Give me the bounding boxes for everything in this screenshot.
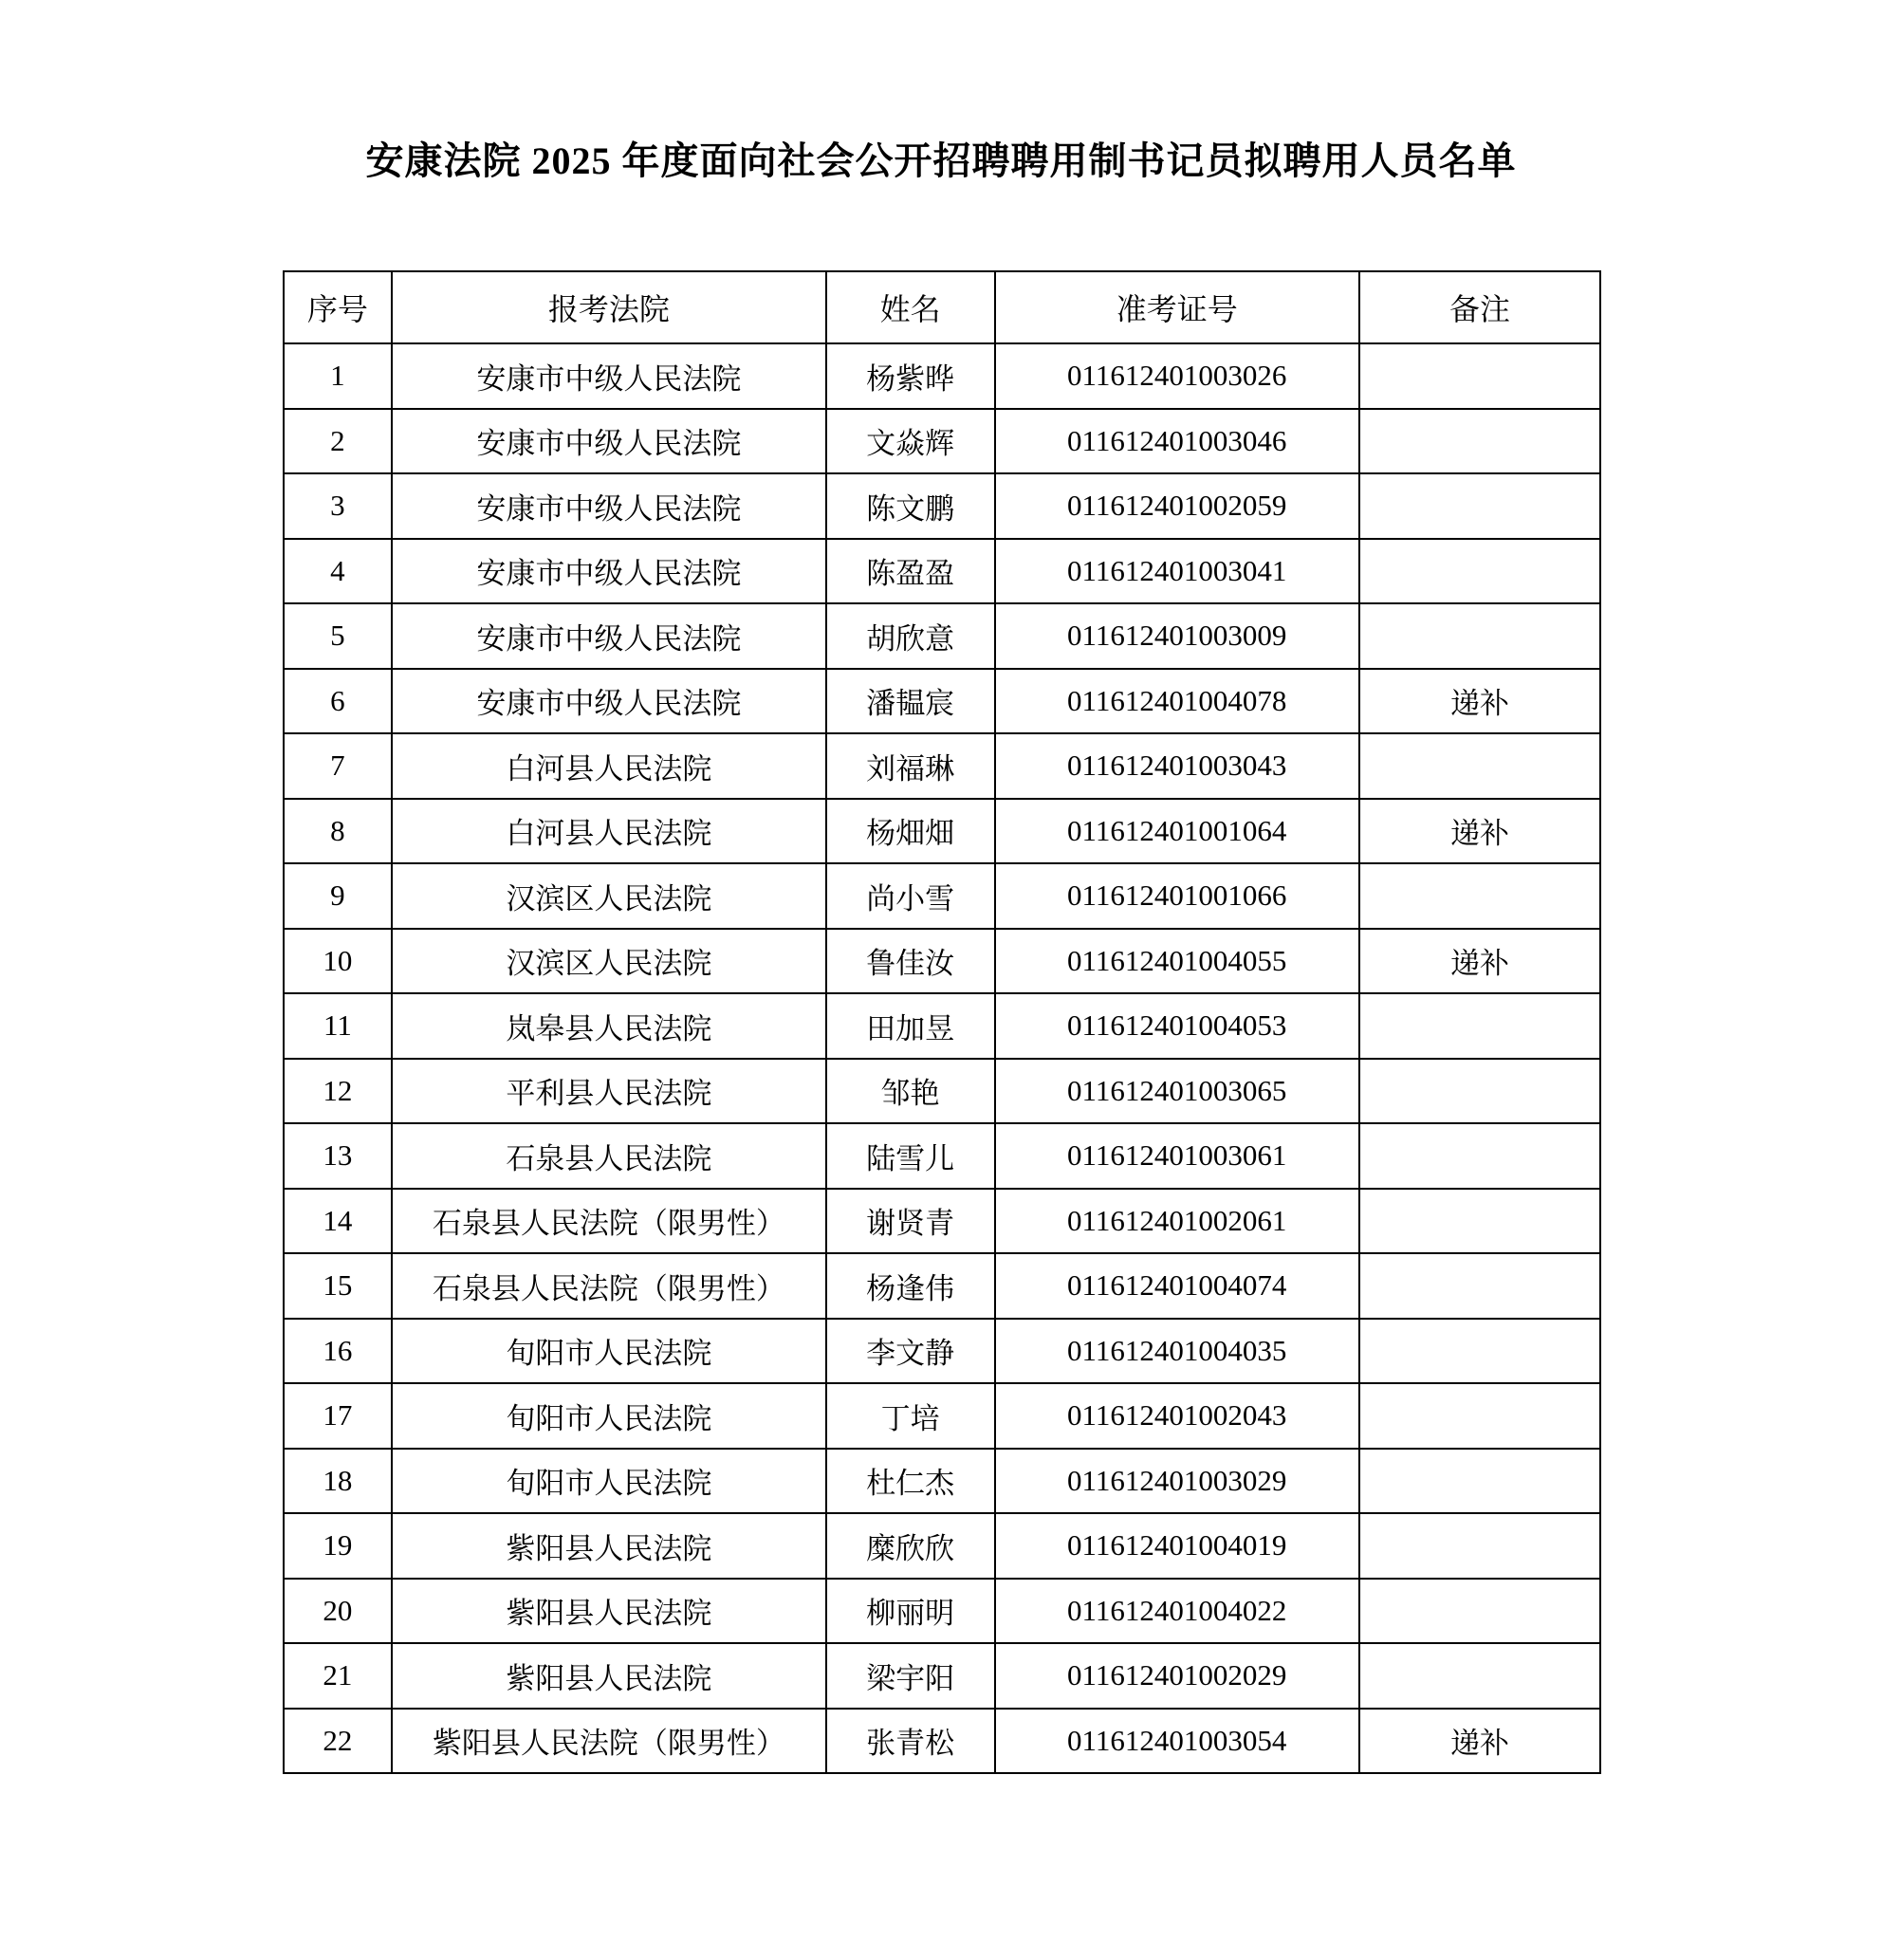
- cell-remark: [1359, 539, 1600, 604]
- cell-court: 石泉县人民法院（限男性）: [392, 1253, 826, 1319]
- cell-remark: [1359, 1579, 1600, 1644]
- table-row: [284, 1319, 1600, 1384]
- cell-remark: 递补: [1359, 1709, 1600, 1774]
- table-row: [284, 799, 1600, 864]
- table-row: [284, 1513, 1600, 1579]
- cell-court: 石泉县人民法院（限男性）: [392, 1189, 826, 1254]
- col-header-no: 序号: [284, 271, 392, 343]
- cell-court: 旬阳市人民法院: [392, 1383, 826, 1449]
- cell-no: 14: [284, 1189, 392, 1254]
- col-header-name: 姓名: [826, 271, 995, 343]
- cell-ticket: 011612401003046: [995, 409, 1359, 474]
- cell-ticket: 011612401003009: [995, 603, 1359, 669]
- cell-remark: [1359, 993, 1600, 1059]
- cell-name: 胡欣意: [826, 603, 995, 669]
- cell-name: 杨畑畑: [826, 799, 995, 864]
- cell-ticket: 011612401001064: [995, 799, 1359, 864]
- cell-no: 21: [284, 1643, 392, 1709]
- cell-no: 5: [284, 603, 392, 669]
- cell-no: 4: [284, 539, 392, 604]
- table-row: [284, 1253, 1600, 1319]
- table-row: [284, 1579, 1600, 1644]
- page-title: 安康法院 2025 年度面向社会公开招聘聘用制书记员拟聘用人员名单: [365, 139, 1517, 182]
- cell-name: 杨紫晔: [826, 343, 995, 409]
- cell-name: 陆雪儿: [826, 1123, 995, 1189]
- cell-name: 陈盈盈: [826, 539, 995, 604]
- cell-ticket: 011612401003054: [995, 1709, 1359, 1774]
- cell-ticket: 011612401004074: [995, 1253, 1359, 1319]
- cell-name: 柳丽明: [826, 1579, 995, 1644]
- cell-court: 旬阳市人民法院: [392, 1449, 826, 1514]
- table-row: [284, 539, 1600, 604]
- cell-no: 12: [284, 1059, 392, 1124]
- header-row: [284, 271, 1600, 343]
- cell-ticket: 011612401004022: [995, 1579, 1359, 1644]
- cell-no: 18: [284, 1449, 392, 1514]
- cell-ticket: 011612401003029: [995, 1449, 1359, 1514]
- cell-remark: [1359, 409, 1600, 474]
- cell-remark: [1359, 863, 1600, 929]
- cell-no: 13: [284, 1123, 392, 1189]
- cell-court: 安康市中级人民法院: [392, 539, 826, 604]
- table-row: [284, 1383, 1600, 1449]
- cell-ticket: 011612401003061: [995, 1123, 1359, 1189]
- cell-name: 鲁佳汝: [826, 929, 995, 994]
- cell-court: 汉滨区人民法院: [392, 863, 826, 929]
- cell-court: 安康市中级人民法院: [392, 669, 826, 734]
- cell-ticket: 011612401004035: [995, 1319, 1359, 1384]
- cell-ticket: 011612401002059: [995, 473, 1359, 539]
- cell-no: 6: [284, 669, 392, 734]
- table-row: [284, 409, 1600, 474]
- cell-court: 紫阳县人民法院（限男性）: [392, 1709, 826, 1774]
- cell-no: 20: [284, 1579, 392, 1644]
- roster-table: [283, 270, 1601, 1774]
- table-row: [284, 1449, 1600, 1514]
- table-row: [284, 863, 1600, 929]
- cell-name: 陈文鹏: [826, 473, 995, 539]
- cell-ticket: 011612401002029: [995, 1643, 1359, 1709]
- cell-remark: [1359, 603, 1600, 669]
- cell-remark: [1359, 1643, 1600, 1709]
- cell-court: 白河县人民法院: [392, 733, 826, 799]
- cell-no: 17: [284, 1383, 392, 1449]
- cell-name: 潘韫宸: [826, 669, 995, 734]
- cell-no: 9: [284, 863, 392, 929]
- table-row: [284, 1709, 1600, 1774]
- cell-name: 杨逢伟: [826, 1253, 995, 1319]
- cell-no: 19: [284, 1513, 392, 1579]
- table-row: [284, 343, 1600, 409]
- cell-name: 邹艳: [826, 1059, 995, 1124]
- cell-name: 糜欣欣: [826, 1513, 995, 1579]
- col-header-court: 报考法院: [392, 271, 826, 343]
- cell-name: 尚小雪: [826, 863, 995, 929]
- cell-remark: [1359, 1513, 1600, 1579]
- table-row: [284, 603, 1600, 669]
- cell-no: 7: [284, 733, 392, 799]
- cell-no: 1: [284, 343, 392, 409]
- cell-remark: [1359, 1059, 1600, 1124]
- table-row: [284, 1123, 1600, 1189]
- table-header: [284, 271, 1600, 343]
- cell-name: 李文静: [826, 1319, 995, 1384]
- table-row: [284, 993, 1600, 1059]
- cell-ticket: 011612401003065: [995, 1059, 1359, 1124]
- cell-court: 石泉县人民法院: [392, 1123, 826, 1189]
- cell-remark: [1359, 1123, 1600, 1189]
- cell-remark: [1359, 1449, 1600, 1514]
- cell-ticket: 011612401004055: [995, 929, 1359, 994]
- table-row: [284, 669, 1600, 734]
- table-row: [284, 929, 1600, 994]
- cell-name: 谢贤青: [826, 1189, 995, 1254]
- cell-name: 田加昱: [826, 993, 995, 1059]
- col-header-remark: 备注: [1359, 271, 1600, 343]
- cell-no: 3: [284, 473, 392, 539]
- cell-name: 张青松: [826, 1709, 995, 1774]
- table-body: [284, 343, 1600, 1773]
- cell-ticket: 011612401004019: [995, 1513, 1359, 1579]
- cell-remark: 递补: [1359, 929, 1600, 994]
- cell-no: 22: [284, 1709, 392, 1774]
- cell-name: 刘福琳: [826, 733, 995, 799]
- table-row: [284, 473, 1600, 539]
- cell-ticket: 011612401003026: [995, 343, 1359, 409]
- cell-court: 汉滨区人民法院: [392, 929, 826, 994]
- cell-court: 平利县人民法院: [392, 1059, 826, 1124]
- cell-ticket: 011612401003043: [995, 733, 1359, 799]
- cell-remark: [1359, 1319, 1600, 1384]
- cell-court: 安康市中级人民法院: [392, 473, 826, 539]
- cell-court: 紫阳县人民法院: [392, 1513, 826, 1579]
- cell-court: 旬阳市人民法院: [392, 1319, 826, 1384]
- cell-ticket: 011612401004078: [995, 669, 1359, 734]
- cell-ticket: 011612401002043: [995, 1383, 1359, 1449]
- cell-name: 文焱辉: [826, 409, 995, 474]
- cell-no: 2: [284, 409, 392, 474]
- table-row: [284, 1643, 1600, 1709]
- cell-no: 10: [284, 929, 392, 994]
- cell-ticket: 011612401001066: [995, 863, 1359, 929]
- cell-remark: 递补: [1359, 799, 1600, 864]
- cell-no: 11: [284, 993, 392, 1059]
- cell-court: 白河县人民法院: [392, 799, 826, 864]
- cell-remark: [1359, 1189, 1600, 1254]
- cell-no: 16: [284, 1319, 392, 1384]
- cell-court: 紫阳县人民法院: [392, 1579, 826, 1644]
- cell-name: 梁宇阳: [826, 1643, 995, 1709]
- cell-no: 15: [284, 1253, 392, 1319]
- cell-ticket: 011612401004053: [995, 993, 1359, 1059]
- cell-remark: [1359, 473, 1600, 539]
- cell-court: 安康市中级人民法院: [392, 603, 826, 669]
- cell-name: 丁培: [826, 1383, 995, 1449]
- cell-name: 杜仁杰: [826, 1449, 995, 1514]
- table-row: [284, 1189, 1600, 1254]
- cell-remark: [1359, 733, 1600, 799]
- cell-court: 紫阳县人民法院: [392, 1643, 826, 1709]
- cell-no: 8: [284, 799, 392, 864]
- col-header-ticket: 准考证号: [995, 271, 1359, 343]
- table-row: [284, 1059, 1600, 1124]
- cell-ticket: 011612401002061: [995, 1189, 1359, 1254]
- table-row: [284, 733, 1600, 799]
- cell-ticket: 011612401003041: [995, 539, 1359, 604]
- cell-court: 岚皋县人民法院: [392, 993, 826, 1059]
- cell-court: 安康市中级人民法院: [392, 409, 826, 474]
- cell-court: 安康市中级人民法院: [392, 343, 826, 409]
- cell-remark: 递补: [1359, 669, 1600, 734]
- cell-remark: [1359, 1383, 1600, 1449]
- cell-remark: [1359, 343, 1600, 409]
- cell-remark: [1359, 1253, 1600, 1319]
